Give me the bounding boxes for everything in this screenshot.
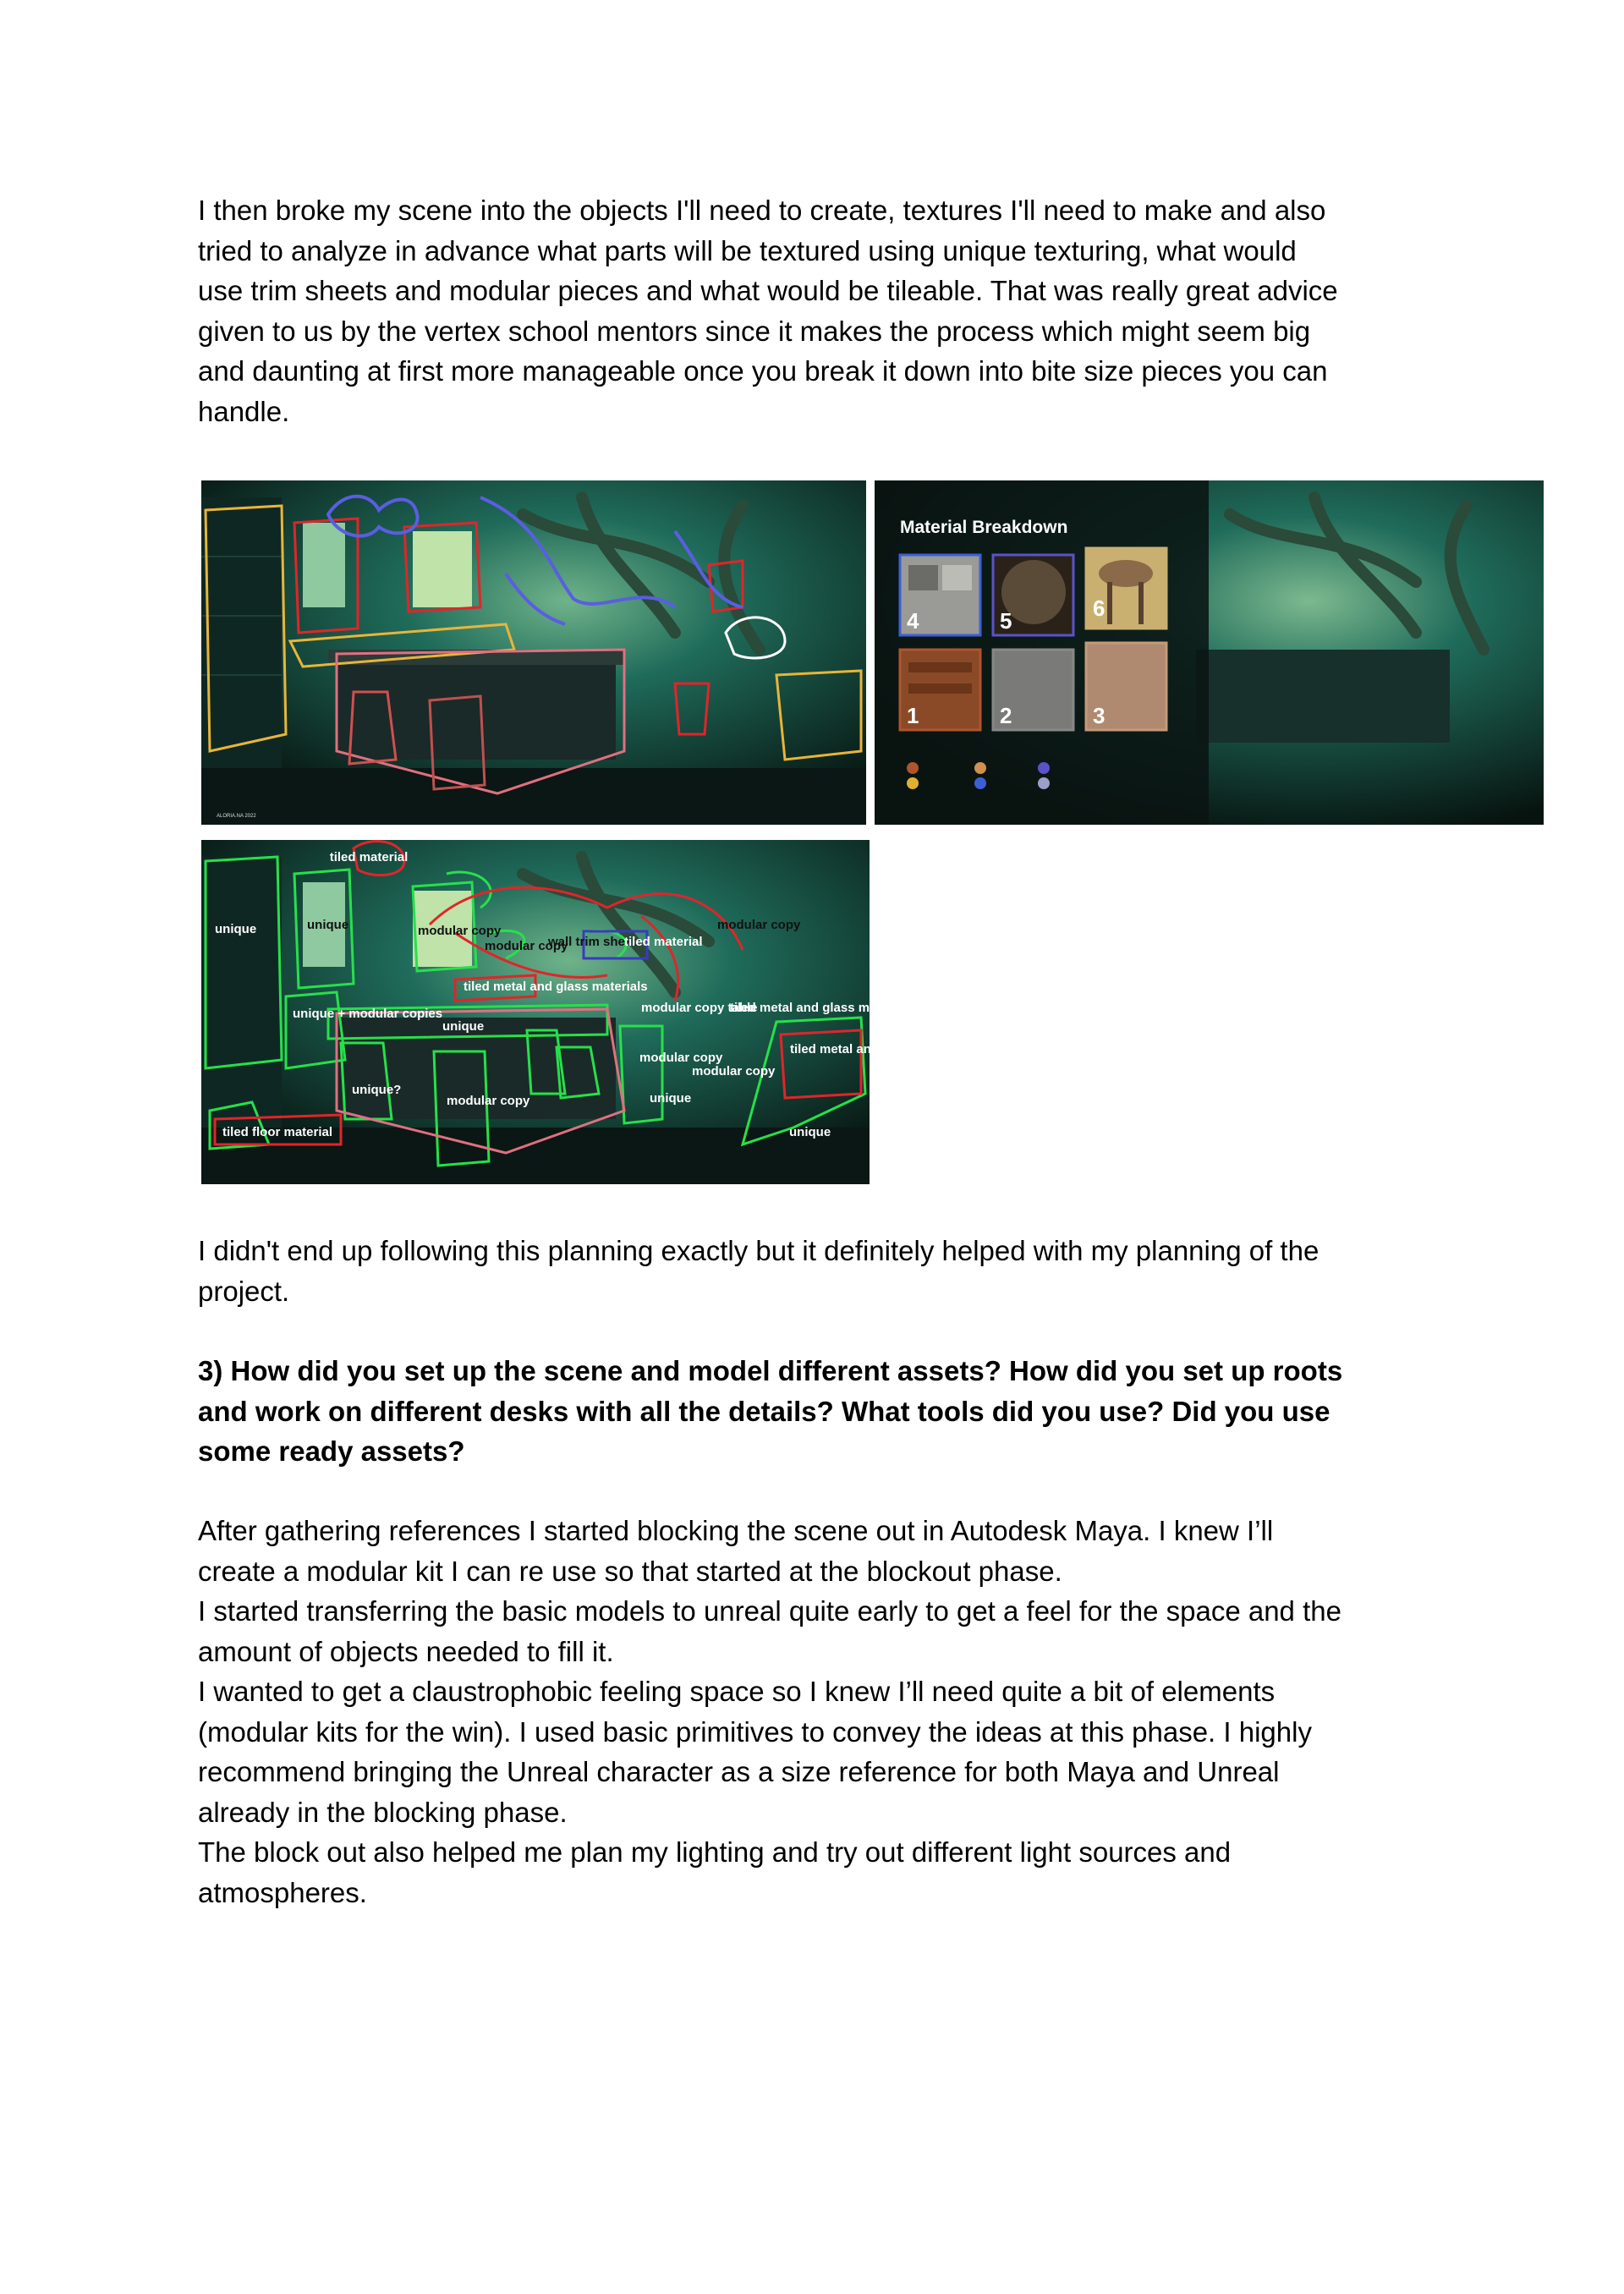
intro-line: use trim sheets and modular pieces and what would be tileable. That was really great advice <box>198 275 1338 306</box>
label-modular-copy: modular copy <box>418 924 502 938</box>
answer-line: The block out also helped me plan my lighting and try out different light sources and <box>198 1836 1232 1868</box>
answer-line: I wanted to get a claustrophobic feeling space so I knew I’ll need quite a bit of elements <box>198 1676 1276 1707</box>
answer-line: recommend bringing the Unreal character as a size reference for both Maya and Unreal <box>198 1756 1280 1787</box>
label-tiled-metal-glass: tiled metal and glass materials <box>464 980 648 994</box>
label-unique: unique <box>215 922 257 936</box>
label-tiled-floor-material: tiled floor material <box>222 1125 333 1139</box>
tile-number: 4 <box>907 608 919 634</box>
tile-number: 3 <box>1093 703 1106 728</box>
intro-line: and daunting at first more manageable once you break it down into bite size pieces you can <box>198 355 1328 387</box>
after-images-paragraph <box>198 1231 1450 1311</box>
label-modular-copy: modular copy <box>447 1094 530 1108</box>
answer-line: atmospheres. <box>198 1876 367 1908</box>
answer-line: amount of objects needed to fill it. <box>198 1635 614 1667</box>
tile-number: 2 <box>1000 703 1012 728</box>
svg-text:ALORIA.NA 2022: ALORIA.NA 2022 <box>217 814 256 819</box>
label-tiled-metal-glass: tiled metal and glass materials <box>790 1042 974 1056</box>
label-modular-copy-table: modular copy table <box>641 1001 758 1015</box>
question-line: 3) How did you set up the scene and model different assets? How did you set up roots <box>198 1355 1343 1386</box>
answer-line: already in the blocking phase. <box>198 1796 568 1828</box>
label-tiled-material: tiled material <box>329 850 409 864</box>
label-tiled-material: tiled material <box>624 935 703 949</box>
intro-line: handle. <box>198 395 290 427</box>
question-line: some ready assets? <box>198 1435 465 1467</box>
intro-line: tried to analyze in advance what parts will be textured using unique texturing, what would <box>198 234 1297 266</box>
tile-number: 6 <box>1093 595 1106 621</box>
label-unique-modular-copies: unique + modular copies <box>293 1007 443 1021</box>
after-line: I didn't end up following this planning exactly but it definitely helped with my planning of the <box>198 1235 1320 1266</box>
label-tiled-metal-glass: tiled metal and glass materials <box>730 1001 914 1015</box>
tile-number: 5 <box>1000 608 1012 634</box>
intro-paragraph <box>198 190 1450 431</box>
scene-labelled-image <box>201 840 974 1184</box>
label-wall-trim-sheet: wall trim sheet <box>548 935 637 949</box>
label-unique: unique <box>650 1091 692 1106</box>
answer-line: I started transferring the basic models to unreal quite early to get a feel for the space and the <box>198 1595 1341 1627</box>
label-modular-copy: modular copy <box>717 918 801 932</box>
label-unique: unique <box>789 1125 831 1139</box>
material-breakdown-image <box>875 480 1544 825</box>
after-line: project. <box>198 1275 290 1307</box>
label-unique: unique <box>307 918 349 932</box>
intro-line: given to us by the vertex school mentors since it makes the process which might seem big <box>198 315 1311 347</box>
label-modular-copy: modular copy <box>639 1051 723 1065</box>
label-modular-copy: modular copy <box>485 939 568 953</box>
intro-line: I then broke my scene into the objects I'll need to create, textures I'll need to make and also <box>198 195 1326 226</box>
material-breakdown-title: Material Breakdown <box>900 518 1068 537</box>
question-heading <box>198 1351 1450 1472</box>
scene-outlined-image <box>201 480 866 825</box>
label-unique-question: unique? <box>352 1083 402 1097</box>
answer-line: create a modular kit I can re use so that started at the blockout phase. <box>198 1555 1062 1587</box>
answer-line: (modular kits for the win). I used basic primitives to convey the ideas at this phase. I highly <box>198 1715 1312 1748</box>
answer-line: After gathering references I started blocking the scene out in Autodesk Maya. I knew I’ll <box>198 1515 1274 1546</box>
question-line: and work on different desks with all the details? What tools did you use? Did you use <box>198 1395 1330 1427</box>
tile-number: 1 <box>907 703 919 728</box>
label-modular-copy: modular copy <box>692 1064 776 1078</box>
label-unique: unique <box>442 1019 485 1034</box>
answer-paragraph <box>198 1511 1450 1913</box>
